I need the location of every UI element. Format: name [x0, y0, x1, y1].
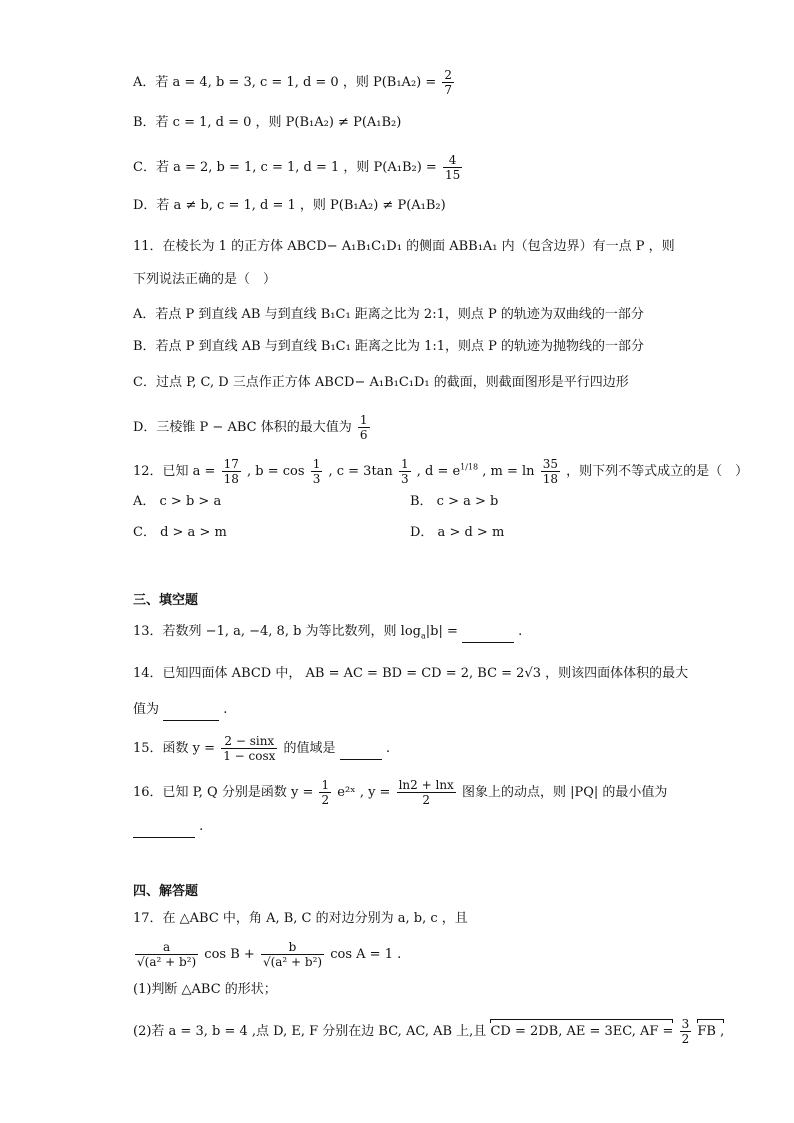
fraction: $\frac{\ln 2 + \ln x}{2}$	[398, 778, 454, 807]
section-solve-title: 四、解答题	[133, 884, 199, 899]
q13: 13．若数列 −1, a, −4, 8, b 为等比数列，则 $\log_a|b|$ = .	[133, 622, 522, 647]
q10-option-a: A．若 a = 4, b = 3, c = 1, d = 0 ，则 P(B₁A₂) = $\frac{2}{7}$	[133, 68, 453, 97]
answer-blank	[163, 700, 219, 721]
q11-stem-line2: 下列说法正确的是（ ）	[133, 272, 277, 287]
fraction: $\frac{b}{\text{√(a² + b²)}}$	[262, 940, 323, 969]
answer-blank	[340, 739, 382, 760]
fraction: $\frac{1}{6}$	[359, 413, 368, 442]
fraction-a: $\frac{17}{18}$	[223, 457, 239, 486]
q11-option-c: C．过点 P, C, D 三点作正方体 ABCD− A₁B₁C₁D₁ 的截面，则截面图形是平行四边形	[133, 375, 629, 390]
q17-stem: 17．在 △ABC 中，角 A, B, C 的对边分别为 a, b, c ，且	[133, 911, 468, 926]
fraction: $\frac{2 - \sin x}{1 - \cos x}$	[223, 734, 276, 763]
answer-blank	[133, 817, 195, 838]
q12-option-d: D． a > d > m	[410, 525, 505, 540]
q12-option-a: A． c > b > a	[133, 494, 222, 509]
fraction: $\frac{1}{2}$	[321, 778, 330, 807]
fraction: $\frac{4}{15}$	[444, 153, 461, 182]
q10-option-b: B．若 c = 1, d = 0 ，则 P(B₁A₂) ≠ P(A₁B₂)	[133, 115, 402, 130]
fraction: $\frac{a}{\text{√(a² + b²)}}$	[137, 940, 197, 969]
q10-option-d: D．若 a ≠ b, c = 1, d = 1 ，则 P(B₁A₂) ≠ P(A₁B₂)	[133, 198, 446, 213]
q12-stem: 12．已知 a = $\frac{17}{18}$ , b = cos $\frac{1}{3}$ , c = 3tan $\frac{1}{3}$ , $d = e^{1/18}$ , m = ln $\frac{35}{18}$ ，则下列不等式成立的是（ ）	[133, 457, 749, 486]
q12-option-c: C． d > a > m	[133, 525, 227, 540]
q12-option-b: B． c > a > b	[410, 494, 499, 509]
section-fill-in-title: 三、填空题	[133, 593, 199, 608]
q17-equation: $\frac{a}{\text{√(a² + b²)}}$ cos B + $\frac{b}{\text{√(a² + b²)}}$ cos A = 1 .	[137, 940, 402, 969]
answer-blank	[462, 622, 514, 643]
q11-option-b: B．若点 P 到直线 AB 与到直线 B₁C₁ 距离之比为 1:1，则点 P 的轨迹为抛物线的一部分	[133, 339, 645, 354]
q10-option-c: C．若 a = 2, b = 1, c = 1, d = 1 ，则 P(A₁B₂) = $\frac{4}{15}$	[133, 153, 461, 182]
q11-stem-line1: 11．在棱长为 1 的正方体 ABCD− A₁B₁C₁D₁ 的侧面 ABB₁A₁ 内（包含边界）有一点 P ，则	[133, 239, 675, 254]
q17-part1: (1)判断 △ABC 的形状；	[133, 982, 277, 997]
fraction: $\frac{2}{7}$	[444, 68, 453, 97]
q15: 15．函数 y = $\frac{2 - \sin x}{1 - \cos x}$ 的值域是 .	[133, 734, 390, 763]
q17-part2: (2)若 a = 3, b = 4 ,点 D, E, F 分别在边 BC, AC, AB 上,且 CD = 2DB, AE = 3EC, AF = $\frac{3}{2}$ FB ,	[133, 1017, 725, 1046]
q16: 16．已知 P, Q 分别是函数 y = $\frac{1}{2}$ e²ˣ , y = $\frac{\ln 2 + \ln x}{2}$ 图象上的动点，则 |PQ| 的最小值为	[133, 778, 668, 807]
fraction-c: $\frac{1}{3}$	[400, 457, 409, 486]
q16-blank-line: .	[133, 817, 203, 838]
fraction: $\frac{3}{2}$	[681, 1017, 690, 1046]
fraction-m: $\frac{35}{18}$	[542, 457, 558, 486]
q11-option-d: D．三棱锥 P − ABC 体积的最大值为 $\frac{1}{6}$	[133, 413, 368, 442]
fraction-b: $\frac{1}{3}$	[312, 457, 321, 486]
q14-line1: 14．已知四面体 ABCD 中， AB = AC = BD = CD = 2, BC = 2√3 ，则该四面体体积的最大	[133, 666, 689, 681]
q14-line2: 值为 .	[133, 700, 227, 721]
q11-option-a: A．若点 P 到直线 AB 与到直线 B₁C₁ 距离之比为 2:1，则点 P 的轨迹为双曲线的一部分	[133, 307, 644, 322]
